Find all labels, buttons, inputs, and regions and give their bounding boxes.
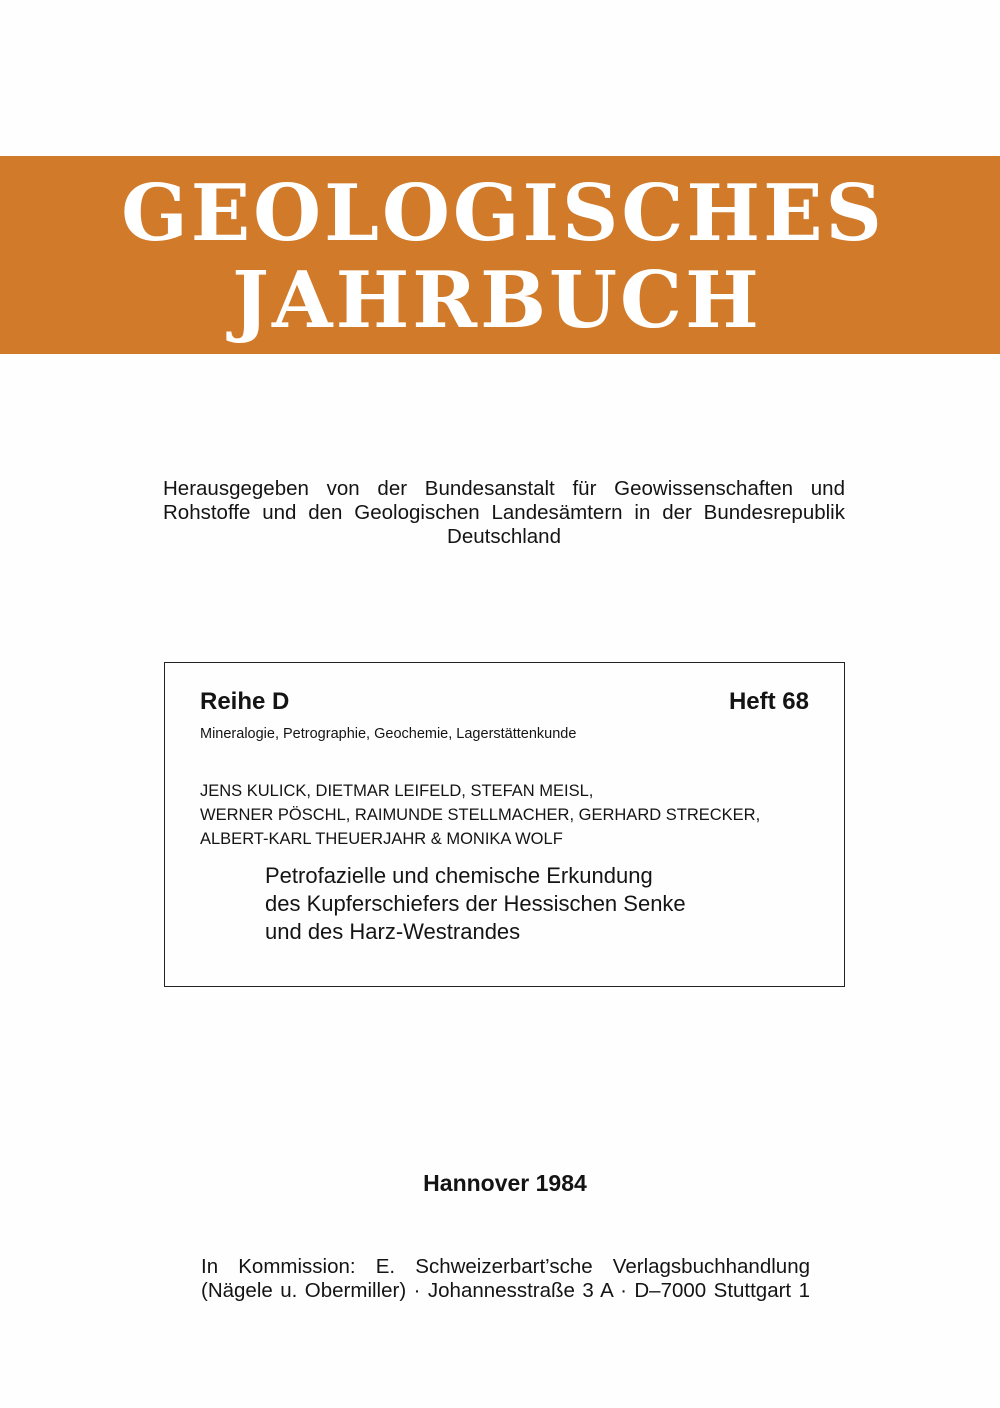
place-year: Hannover 1984 [423, 1170, 587, 1196]
journal-title-line2: JAHRBUCH [232, 255, 762, 346]
commission-line: (Nägele u. Obermiller) · Johannesstraße 3 A · D–7000 Stuttgart 1 [201, 1279, 810, 1302]
author-line: JENS KULICK, DIETMAR LEIFELD, STEFAN MEISL, [200, 782, 594, 800]
publisher-statement: Herausgegeben von der Bundesanstalt für Geowissenschaften und Rohstoffe und den Geologischen Landesämtern in der Bundesrepublik Deutschland [163, 477, 845, 548]
work-title-line: des Kupferschiefers der Hessischen Senke [265, 891, 686, 916]
series-label: Reihe D [200, 688, 290, 715]
commission-imprint [201, 1255, 810, 1303]
series-subtitle: Mineralogie, Petrographie, Geochemie, Lagerstättenkunde [200, 726, 577, 742]
work-title-line: und des Harz-Westrandes [265, 919, 521, 944]
series-box [164, 662, 845, 987]
issue-number: Heft 68 [728, 688, 809, 715]
commission-line: In Kommission: E. Schweizerbart’sche Verlagsbuchhandlung [201, 1255, 810, 1278]
work-title [265, 862, 686, 946]
journal-banner [0, 156, 1000, 354]
author-line: ALBERT-KARL THEUERJAHR & MONIKA WOLF [200, 830, 563, 848]
author-line: WERNER PÖSCHL, RAIMUNDE STELLMACHER, GERHARD STRECKER, [200, 806, 761, 824]
author-list [200, 779, 760, 851]
work-title-line: Petrofazielle und chemische Erkundung [265, 863, 653, 888]
journal-title-line1: GEOLOGISCHES [121, 168, 885, 259]
